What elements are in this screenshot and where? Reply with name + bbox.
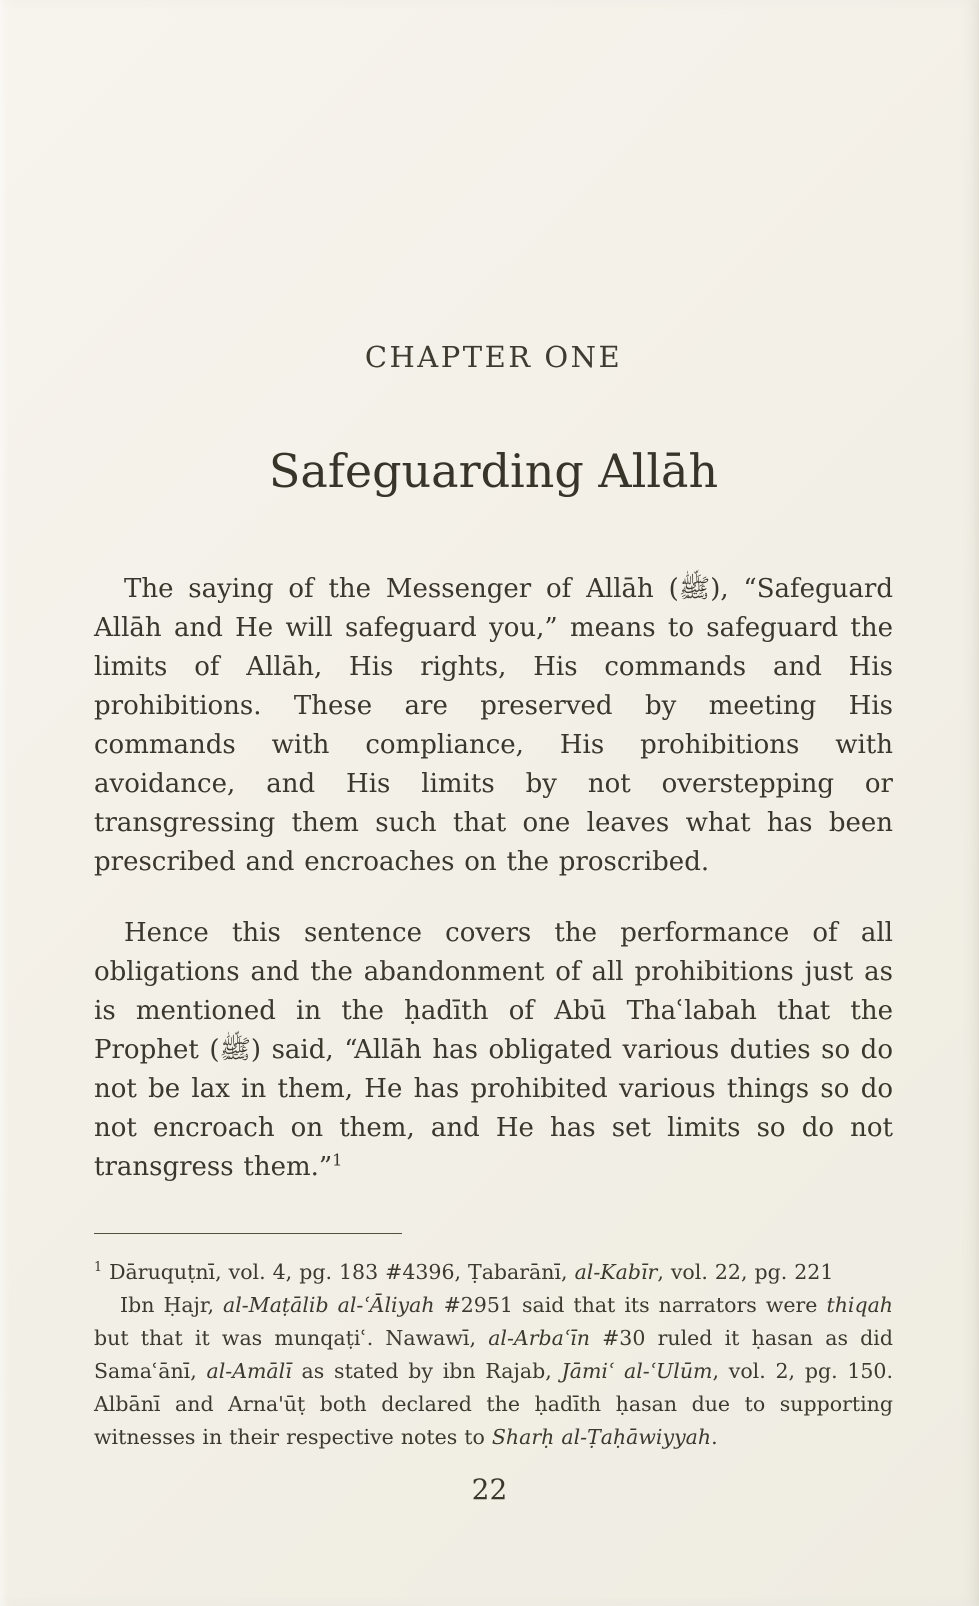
chapter-title: Safeguarding Allāh	[268, 444, 719, 498]
text-run: The saying of the Messenger of Allāh (ﷺ), “Safeguard Allāh and He will safeguard you,” means to safeguard the limits of Allāh, His rights, His commands and His prohibitions. These are preserved by meeting His commands with compliance, His prohibitions with avoidance, and His limits by not overstepping or transgressing them such that one leaves what has been prescribed and encroaches on the proscribed.	[94, 574, 894, 877]
text-run: , vol. 22, pg. 221	[657, 1260, 834, 1284]
text-run: #30 ruled it ḥasan as did Samaʿānī,	[94, 1326, 893, 1383]
italic-text: al-Kabīr	[574, 1260, 658, 1284]
italic-text: Jāmiʿ al-ʿUlūm	[561, 1359, 713, 1383]
italic-text: al-Arbaʿīn	[488, 1326, 590, 1350]
footnote-marker: 1	[332, 1150, 343, 1170]
footnotes	[94, 1256, 893, 1454]
text-run: , vol. 2, pg. 150. Albānī and Arna'ūṭ both declared the ḥadīth ḥasan due to supporting witnesses in their respective notes to	[94, 1359, 893, 1449]
text-run: Ibn Ḥajr,	[120, 1293, 223, 1317]
text-run: as stated by ibn Rajab,	[291, 1359, 562, 1383]
text-run: .	[711, 1425, 718, 1449]
chapter-heading: CHAPTER ONE	[364, 340, 623, 374]
italic-text: al-Amālī	[206, 1359, 292, 1383]
footnote-marker: 1	[94, 1259, 103, 1275]
page-number: 22	[471, 1473, 508, 1506]
text-run: but that it was munqaṭiʿ. Nawawī,	[94, 1326, 489, 1350]
footnote-divider	[94, 1233, 402, 1234]
body-paragraph-1	[94, 570, 893, 882]
text-run: Hence this sentence covers the performance of all obligations and the abandonment of all prohibitions just as is mentioned in the ḥadīth of Abū Thaʿlabah that the Prophet (ﷺ) said, “Allāh has obligated various duties so do not be lax in them, He has prohibited various things so do not encroach on them, and He has set limits so do not transgress them.”	[94, 918, 893, 1182]
italic-text: al-Maṭālib al-ʿĀliyah	[223, 1293, 435, 1317]
italic-text: Sharḥ al-Ṭaḥāwiyyah	[491, 1425, 712, 1449]
footnote-part-2	[94, 1289, 893, 1454]
body-paragraph-2	[94, 914, 893, 1187]
italic-text: thiqah	[826, 1293, 893, 1317]
footnote-part-1	[94, 1256, 893, 1289]
text-run: Dāruquṭnī, vol. 4, pg. 183 #4396, Ṭabarānī,	[102, 1260, 575, 1284]
text-run: #2951 said that its narrators were	[434, 1293, 827, 1317]
